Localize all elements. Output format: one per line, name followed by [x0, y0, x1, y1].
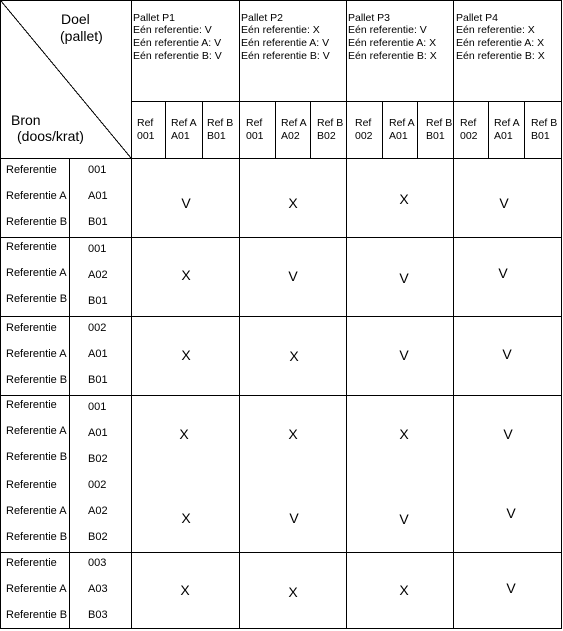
match-mark: X — [288, 195, 298, 211]
match-mark: V — [498, 265, 508, 281]
row-value: B01 — [88, 216, 108, 228]
match-mark: V — [399, 270, 409, 286]
pallet-rule: Eén referentie A: X — [456, 37, 545, 49]
corner-doel-label: Doel — [61, 11, 90, 27]
row-value: 003 — [88, 557, 107, 569]
pallet-rule: Eén referentie B: V — [241, 50, 330, 62]
pallet-rule: Eén referentie B: X — [456, 50, 545, 62]
match-mark: V — [502, 346, 512, 362]
corner-doel-sublabel: (pallet) — [60, 28, 103, 44]
row-value: B02 — [88, 453, 108, 465]
pallet-rule: Eén referentie: X — [241, 24, 320, 36]
match-mark: X — [180, 582, 190, 598]
row-value: B03 — [88, 609, 108, 621]
pallet-rule: Eén referentie B: V — [133, 50, 222, 62]
row-label: Referentie — [6, 479, 57, 491]
pallet-rule: Eén referentie: X — [456, 24, 535, 36]
row-label: Referentie A — [6, 425, 67, 437]
row-label: Referentie B — [6, 216, 68, 228]
subcol-header: Ref A A01 — [389, 117, 415, 142]
pallet-rule: Eén referentie A: X — [348, 37, 437, 49]
row-value: 001 — [88, 243, 107, 255]
row-label: Referentie A — [6, 583, 67, 595]
subcol-header: Ref B B01 — [426, 117, 453, 142]
corner-bron-label: Bron — [11, 112, 41, 128]
pallet-title: Pallet P1 — [133, 12, 176, 24]
pallet-title: Pallet P3 — [348, 12, 391, 24]
row-value: 002 — [88, 479, 107, 491]
corner-bron-sublabel: (doos/krat) — [17, 128, 84, 144]
subcol-header: Ref 001 — [246, 117, 264, 142]
row-label: Referentie B — [6, 451, 68, 463]
row-label: Referentie — [6, 241, 57, 253]
row-value: A02 — [88, 505, 108, 517]
match-mark: V — [399, 511, 409, 527]
pallet-title: Pallet P2 — [241, 12, 284, 24]
row-label: Referentie A — [6, 348, 67, 360]
match-mark: V — [499, 195, 509, 211]
subcol-header: Ref B B02 — [317, 117, 344, 142]
match-mark: V — [288, 268, 298, 284]
match-mark: X — [399, 191, 409, 207]
match-mark: X — [399, 582, 409, 598]
subcol-header: Ref 002 — [355, 117, 373, 142]
pallet-rule: Eén referentie: V — [348, 24, 427, 36]
row-label: Referentie — [6, 164, 57, 176]
match-mark: V — [289, 510, 299, 526]
match-mark: V — [503, 426, 513, 442]
pallet-rule: Eén referentie A: V — [133, 37, 222, 49]
row-value: B01 — [88, 295, 108, 307]
row-label: Referentie B — [6, 374, 68, 386]
row-value: 001 — [88, 401, 107, 413]
row-label: Referentie A — [6, 190, 67, 202]
row-value: A03 — [88, 583, 108, 595]
row-label: Referentie A — [6, 267, 67, 279]
match-mark: X — [288, 584, 298, 600]
row-label: Referentie B — [6, 609, 68, 621]
row-value: A01 — [88, 190, 108, 202]
subcol-header: Ref A A02 — [281, 117, 307, 142]
match-mark: X — [288, 426, 298, 442]
row-value: 001 — [88, 164, 107, 176]
subcol-header: Ref B B01 — [531, 117, 558, 142]
subcol-header: Ref A A01 — [171, 117, 197, 142]
pallet-rule: Eén referentie: V — [133, 24, 212, 36]
match-mark: X — [289, 348, 299, 364]
match-mark: X — [181, 267, 191, 283]
match-mark: V — [506, 505, 516, 521]
row-value: B02 — [88, 531, 108, 543]
pallet-rule: Eén referentie A: V — [241, 37, 330, 49]
match-mark: X — [399, 426, 409, 442]
row-label: Referentie B — [6, 293, 68, 305]
pallet-rule: Eén referentie B: X — [348, 50, 437, 62]
subcol-header: Ref 002 — [460, 117, 478, 142]
subcol-header: Ref B B01 — [207, 117, 234, 142]
pallet-title: Pallet P4 — [456, 12, 499, 24]
row-label: Referentie A — [6, 505, 67, 517]
match-mark: V — [399, 347, 409, 363]
match-mark: X — [181, 510, 191, 526]
row-label: Referentie — [6, 557, 57, 569]
match-mark: V — [506, 580, 516, 596]
row-value: A02 — [88, 269, 108, 281]
row-label: Referentie B — [6, 531, 68, 543]
match-mark: X — [181, 347, 191, 363]
row-value: B01 — [88, 374, 108, 386]
row-value: A01 — [88, 348, 108, 360]
subcol-header: Ref 001 — [137, 117, 155, 142]
row-value: 002 — [88, 322, 107, 334]
row-label: Referentie — [6, 322, 57, 334]
row-label: Referentie — [6, 399, 57, 411]
match-mark: X — [179, 426, 189, 442]
subcol-header: Ref A A01 — [494, 117, 520, 142]
row-value: A01 — [88, 427, 108, 439]
match-mark: V — [181, 195, 191, 211]
